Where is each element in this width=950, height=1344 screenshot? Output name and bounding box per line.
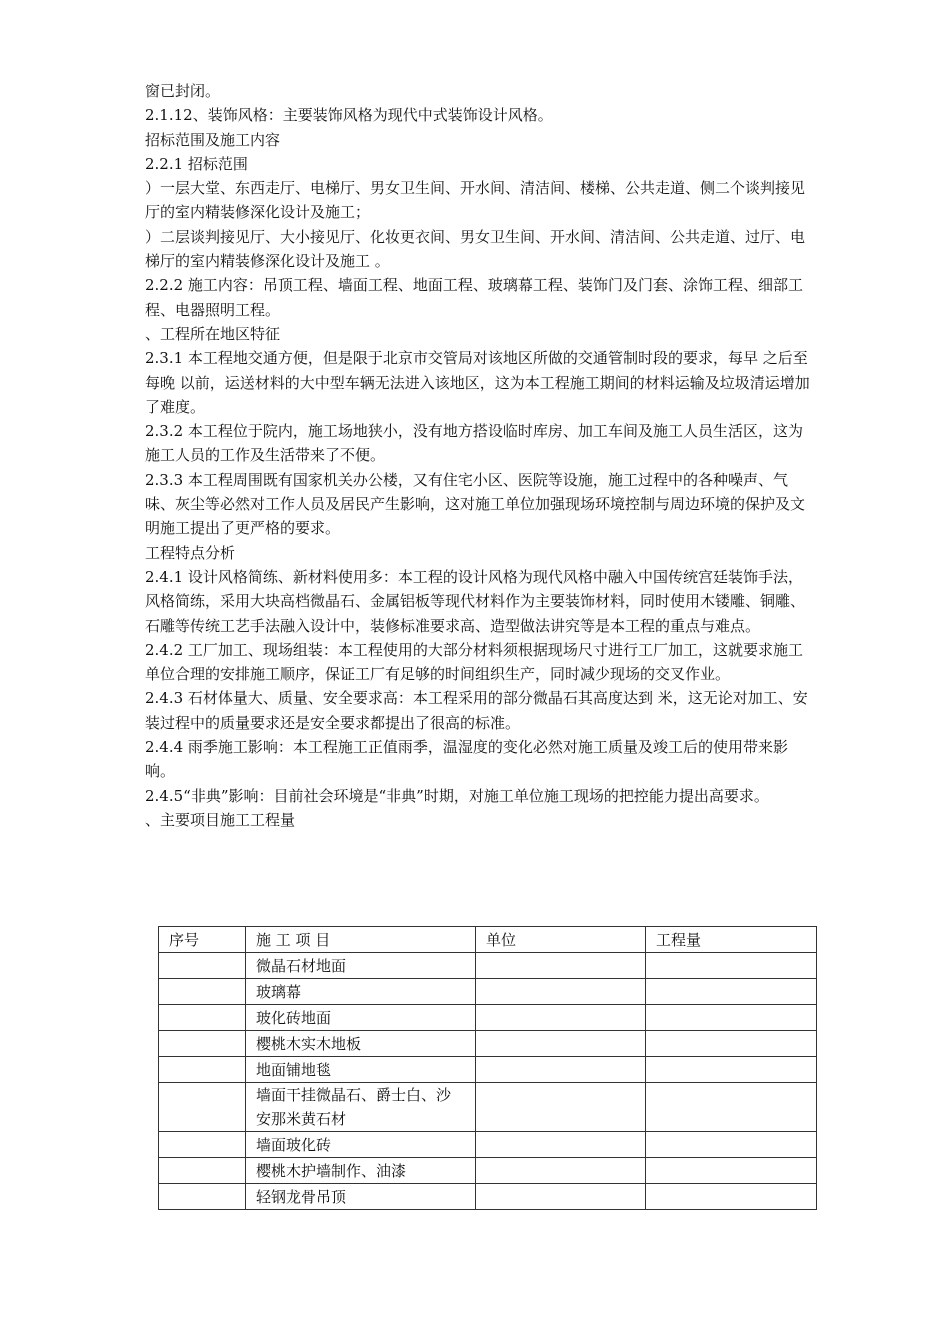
section-2-3-2: 2.3.2 本工程位于院内，施工场地狭小，没有地方搭设临时库房、加工车间及施工人员生活区，这为施工人员的工作及生活带来了不便。	[145, 422, 803, 465]
table-row	[159, 1083, 817, 1132]
cell-seq	[159, 979, 246, 1005]
cell-seq	[159, 1057, 246, 1083]
cell-quantity	[646, 1083, 817, 1132]
cell-seq	[159, 1158, 246, 1184]
section-2-4-5: 2.4.5“非典”影响：目前社会环境是“非典”时期，对施工单位施工现场的把控能力提出高要求。	[145, 786, 769, 805]
cell-quantity	[646, 1057, 817, 1083]
cell-unit	[476, 979, 646, 1005]
paragraph: 窗已封闭。	[145, 82, 221, 100]
table-row	[159, 1158, 817, 1184]
section-heading-project-analysis: 工程特点分析	[145, 543, 236, 562]
table-row	[159, 1132, 817, 1158]
cell-seq	[159, 953, 246, 979]
cell-unit	[476, 1158, 646, 1184]
cell-unit	[476, 1132, 646, 1158]
cell-quantity	[646, 979, 817, 1005]
cell-quantity	[646, 953, 817, 979]
table-row	[159, 979, 817, 1005]
cell-quantity	[646, 1031, 817, 1057]
document-body	[145, 79, 817, 832]
cell-item: 玻化砖地面	[246, 1005, 476, 1031]
table-row	[159, 1184, 817, 1210]
cell-seq	[159, 1132, 246, 1158]
table-header-row	[159, 927, 817, 953]
paragraph-floor-1-scope: ）一层大堂、东西走厅、电梯厅、男女卫生间、开水间、清洁间、楼梯、公共走道、侧二个谈判接见厅的室内精装修深化设计及施工；	[145, 179, 806, 222]
cell-unit	[476, 1083, 646, 1132]
cell-unit	[476, 953, 646, 979]
cell-quantity	[646, 1005, 817, 1031]
section-2-1-12: 2.1.12、装饰风格：主要装饰风格为现代中式装饰设计风格。	[145, 106, 553, 125]
cell-unit	[476, 1184, 646, 1210]
cell-quantity	[646, 1184, 817, 1210]
cell-quantity	[646, 1132, 817, 1158]
cell-quantity	[646, 1158, 817, 1184]
table-row	[159, 953, 817, 979]
table-row	[159, 1005, 817, 1031]
section-2-4-2: 2.4.2 工厂加工、现场组装：本工程使用的大部分材料须根据现场尺寸进行工厂加工，这就要求施工单位合理的安排施工顺序，保证工厂有足够的时间组织生产，同时减少现场的交叉作业。	[145, 640, 803, 684]
table-row	[159, 1057, 817, 1083]
header-item: 施 工 项 目	[246, 927, 476, 953]
section-2-4-1: 2.4.1 设计风格简练、新材料使用多：本工程的设计风格为现代风格中融入中国传统宫廷装饰手法，风格简练，采用大块高档微晶石、金属铝板等现代材料作为主要装饰材料，同时使用木镂雕、铜雕、石雕等传统工艺手法融入设计中，装修标准要求高、造型做法讲究等是本工程的重点与难点。	[145, 567, 806, 635]
paragraph-floor-2-scope: ）二层谈判接见厅、大小接见厅、化妆更衣间、男女卫生间、开水间、清洁间、公共走道、过厅、电梯厅的室内精装修深化设计及施工 。	[145, 227, 806, 271]
cell-item: 地面铺地毯	[246, 1057, 476, 1083]
section-2-4-3: 2.4.3 石材体量大、质量、安全要求高：本工程采用的部分微晶石其高度达到 米，这无论对加工、安装过程中的质量要求还是安全要求都提出了很高的标准。	[145, 689, 808, 732]
section-heading-quantities: 、主要项目施工工程量	[145, 810, 296, 829]
cell-seq	[159, 1184, 246, 1210]
section-2-3-3: 2.3.3 本工程周围既有国家机关办公楼，又有住宅小区、医院等设施，施工过程中的各种噪声、气味、灰尘等必然对工作人员及居民产生影响，这对施工单位加强现场环境控制与周边环境的保护及文明施工提出了更严格的要求。	[145, 470, 806, 538]
cell-item: 轻钢龙骨吊顶	[246, 1184, 476, 1210]
section-heading-site-features: 、工程所在地区特征	[145, 324, 281, 343]
header-seq: 序号	[159, 927, 246, 953]
cell-item: 墙面玻化砖	[246, 1132, 476, 1158]
cell-item: 樱桃木实木地板	[246, 1031, 476, 1057]
section-2-2-2: 2.2.2 施工内容：吊顶工程、墙面工程、地面工程、玻璃幕工程、装饰门及门套、涂饰工程、细部工程、电器照明工程。	[145, 276, 803, 319]
section-2-4-4: 2.4.4 雨季施工影响：本工程施工正值雨季，温湿度的变化必然对施工质量及竣工后的使用带来影响。	[145, 738, 788, 781]
table-row	[159, 1031, 817, 1057]
quantities-table	[158, 926, 817, 1210]
cell-unit	[476, 1031, 646, 1057]
cell-seq	[159, 1005, 246, 1031]
section-heading-bidding-scope: 招标范围及施工内容	[145, 130, 281, 149]
cell-item: 墙面干挂微晶石、爵士白、沙安那米黄石材	[246, 1083, 476, 1132]
header-quantity: 工程量	[646, 927, 817, 953]
cell-seq	[159, 1083, 246, 1132]
cell-unit	[476, 1057, 646, 1083]
header-unit: 单位	[476, 927, 646, 953]
cell-unit	[476, 1005, 646, 1031]
cell-seq	[159, 1031, 246, 1057]
section-2-2-1: 2.2.1 招标范围	[145, 154, 248, 173]
section-2-3-1: 2.3.1 本工程地交通方便，但是限于北京市交管局对该地区所做的交通管制时段的要求，每早 之后至每晚 以前，运送材料的大中型车辆无法进入该地区，这为本工程施工期间的材料运输及垃圾清运增加了难度。	[145, 349, 810, 416]
cell-item: 微晶石材地面	[246, 953, 476, 979]
cell-item: 樱桃木护墙制作、油漆	[246, 1158, 476, 1184]
cell-item: 玻璃幕	[246, 979, 476, 1005]
